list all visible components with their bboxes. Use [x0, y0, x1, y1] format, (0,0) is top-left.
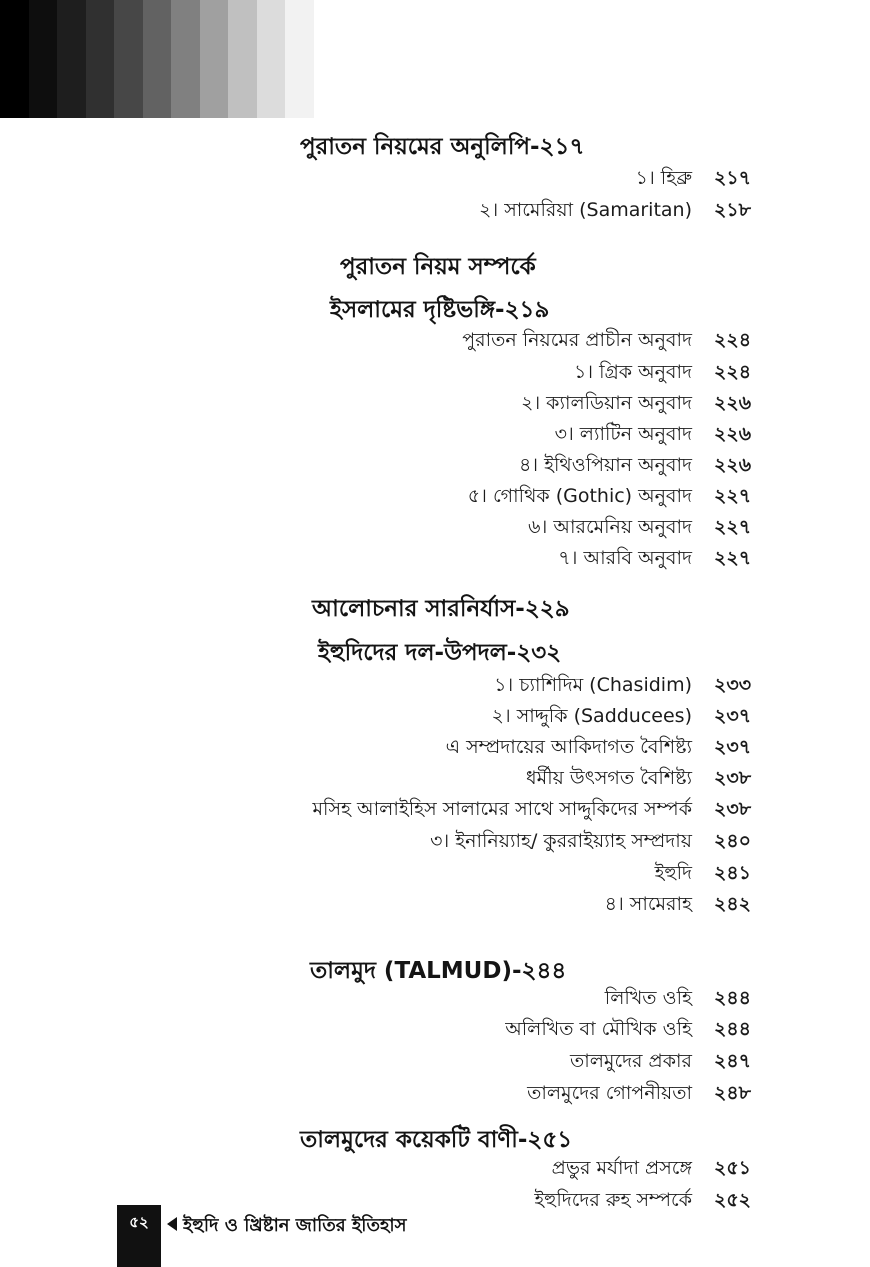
toc-entry: [558, 545, 752, 575]
entry-page: ২৩৭: [714, 736, 752, 758]
entry-page: ২৩৭: [714, 705, 752, 727]
entry-title: ধর্মীয় উৎসগত বৈশিষ্ট্য: [526, 767, 692, 789]
entry-title: পুরাতন নিয়মের প্রাচীন অনুবাদ: [462, 329, 692, 351]
toc-entry: [655, 860, 752, 890]
toc-entry: [446, 734, 752, 764]
entry-page: ২১৮: [714, 199, 752, 221]
toc-entry: [312, 796, 752, 826]
entry-title: ৫। গোথিক (Gothic) অনুবাদ: [467, 485, 692, 507]
entry-page: ২৫১: [714, 1157, 752, 1179]
entry-page: ২২৪: [714, 361, 752, 383]
entry-title: ২। সামেরিয়া (Samaritan): [479, 199, 692, 221]
entry-page: ২৪৭: [714, 1050, 752, 1072]
entry-page: ২৩৩: [714, 674, 752, 696]
entry-page: ২২৬: [714, 392, 752, 414]
toc-entry: [521, 390, 752, 420]
entry-title: ১। হিব্রু: [635, 167, 692, 189]
entry-page: ২৪০: [714, 830, 752, 852]
section-heading: ইসলামের দৃষ্টিভঙ্গি-২১৯: [330, 297, 550, 323]
toc-entry: [605, 891, 752, 921]
entry-page: ২২৭: [714, 547, 752, 569]
entry-title: ৭। আরবি অনুবাদ: [558, 547, 692, 569]
entry-page: ২২৭: [714, 516, 752, 538]
toc-entry: [636, 165, 752, 195]
section-heading: আলোচনার সারনির্যাস-২২৯: [312, 596, 570, 622]
entry-page: ২২৬: [714, 454, 752, 476]
section-heading: ইহুদিদের দল-উপদল-২৩২: [318, 640, 562, 666]
entry-title: ১। গ্রিক অনুবাদ: [573, 361, 692, 383]
toc-entry: [492, 703, 753, 733]
section-heading: তালমুদ (TALMUD)-২৪৪: [310, 958, 567, 984]
entry-page: ২৪৪: [714, 987, 752, 1009]
toc-entry: [570, 1048, 752, 1078]
toc-entry: [479, 197, 752, 227]
entry-page: ২৪১: [714, 862, 752, 884]
toc-entry: [462, 327, 752, 357]
book-title: ইহুদি ও খ্রিষ্টান জাতির ইতিহাস: [183, 1215, 407, 1236]
section-heading: তালমুদের কয়েকটি বাণী-২৫১: [300, 1127, 573, 1153]
entry-title: ২। সাদ্দুকি (Sadducees): [491, 705, 692, 727]
entry-page: ২৩৮: [714, 798, 752, 820]
section-heading-line: পুরাতন নিয়ম সম্পর্কে: [340, 254, 536, 280]
entry-title: ইহুদিদের রুহ সম্পর্কে: [534, 1189, 692, 1211]
entry-page: ২২৭: [714, 485, 752, 507]
toc-entry: [468, 483, 752, 513]
entry-page: ২৪২: [714, 893, 752, 915]
toc-entry: [505, 1016, 752, 1046]
toc-entry: [519, 452, 752, 482]
toc-entry: [526, 765, 752, 795]
page-number: ৫২: [117, 1205, 161, 1267]
toc-entry: [494, 672, 752, 702]
toc-entry: [574, 359, 752, 389]
toc-entry: [527, 1080, 752, 1110]
toc-entry: [430, 828, 752, 858]
entry-title: তালমুদের প্রকার: [569, 1050, 692, 1072]
entry-page: ২৪৪: [714, 1018, 752, 1040]
entry-title: ৪। ইথিওপিয়ান অনুবাদ: [518, 454, 692, 476]
entry-page: ২৪৮: [714, 1082, 752, 1104]
entry-title: লিখিত ওহি: [604, 987, 692, 1009]
toc-entry: [605, 985, 752, 1015]
toc-entry: [552, 1155, 752, 1185]
entry-page: ২২৪: [714, 329, 752, 351]
toc-entry: [555, 421, 752, 451]
entry-title: ২। ক্যালডিয়ান অনুবাদ: [520, 392, 692, 414]
entry-page: ২১৭: [714, 167, 752, 189]
entry-page: ২৫২: [714, 1189, 752, 1211]
section-heading: পুরাতন নিয়মের অনুলিপি-২১৭: [300, 134, 585, 160]
entry-title: ৬। আরমেনিয় অনুবাদ: [528, 516, 692, 538]
page-footer: [117, 1205, 407, 1267]
toc-entry: [534, 1187, 752, 1217]
entry-title: ১। চ্যাশিদিম (Chasidim): [494, 674, 692, 696]
entry-title: ৩। ল্যাটিন অনুবাদ: [554, 423, 692, 445]
entry-page: ২৩৮: [714, 767, 752, 789]
triangle-left-icon: [167, 1217, 177, 1231]
entry-title: এ সম্প্রদায়ের আকিদাগত বৈশিষ্ট্য: [445, 736, 692, 758]
entry-page: ২২৬: [714, 423, 752, 445]
entry-title: তালমুদের গোপনীয়তা: [527, 1082, 692, 1104]
entry-title: মসিহ আলাইহিস সালামের সাথে সাদ্দুকিদের সম্পর্ক: [312, 798, 692, 820]
entry-title: ৩। ইনানিয়্যাহ/ কুররাইয়্যাহ সম্প্রদায়: [430, 830, 692, 852]
entry-title: ৪। সামেরাহ: [604, 893, 692, 915]
entry-title: ইহুদি: [654, 862, 692, 884]
toc-entry: [528, 514, 752, 544]
entry-title: অলিখিত বা মৌখিক ওহি: [505, 1018, 692, 1040]
entry-title: প্রভুর মর্যাদা প্রসঙ্গে: [551, 1157, 692, 1179]
